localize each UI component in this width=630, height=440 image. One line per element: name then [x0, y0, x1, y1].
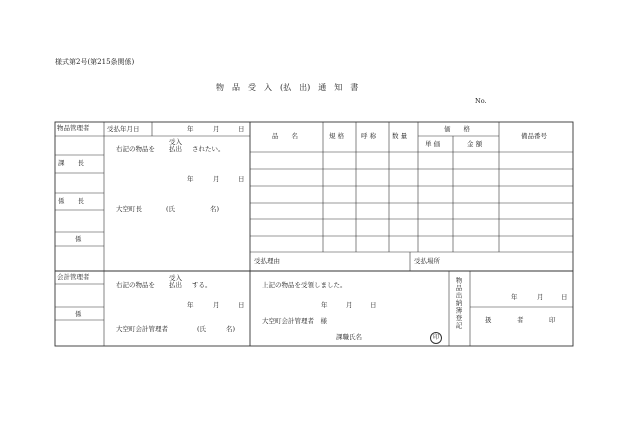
ledger-seal: 印	[549, 316, 556, 324]
request-name-open: (氏	[166, 205, 176, 213]
request-month: 月	[213, 175, 220, 183]
accounting-day: 日	[238, 301, 245, 309]
request-suffix: されたい。	[192, 145, 225, 153]
th-item-name: 品 名	[272, 132, 298, 140]
place-label: 受払場所	[414, 257, 440, 265]
form-code: 様式第2号(第215条関係)	[55, 58, 135, 66]
request-year: 年	[187, 175, 194, 183]
accounting-payout: 払出	[169, 281, 182, 289]
form-title: 物 品 受 入 (払 出) 通 知 書	[216, 83, 359, 92]
request-payout: 払出	[169, 145, 182, 153]
accounting-receive-payout	[169, 275, 182, 289]
th-quantity: 数 量	[392, 132, 408, 140]
section-chief-label: 課 長	[58, 159, 84, 167]
number-label: No.	[475, 97, 487, 105]
date-header-month: 月	[213, 125, 220, 133]
request-receive-payout	[169, 139, 182, 153]
accounting-year: 年	[187, 301, 194, 309]
accounting-prefix: 右記の物品を	[116, 281, 155, 289]
ledger-month: 月	[537, 293, 544, 301]
accounting-receive: 受入	[169, 274, 182, 282]
accounting-title: 大空町会計管理者	[116, 325, 168, 333]
th-unit-name: 呼 称	[361, 132, 377, 140]
th-spec: 規 格	[329, 132, 345, 140]
accounting-name-open: (氏	[197, 325, 207, 333]
date-header-year: 年	[187, 125, 194, 133]
request-name-close: 名)	[210, 205, 220, 213]
receipt-text: 上記の物品を受領しました。	[262, 281, 347, 289]
ledger-clerk: 扱	[485, 316, 492, 324]
ledger-label: 物品出納簿登記	[454, 277, 463, 330]
th-equipment-no: 備品番号	[521, 132, 547, 140]
accounting-manager-label: 会計管理者	[57, 273, 90, 281]
staff2-label: 係	[75, 310, 82, 318]
ledger-person: 者	[517, 316, 524, 324]
accounting-suffix: する。	[192, 281, 212, 289]
reason-label: 受払理由	[254, 257, 280, 265]
receipt-month: 月	[346, 301, 353, 309]
request-day: 日	[238, 175, 245, 183]
receipt-seal-icon: 印	[430, 332, 442, 344]
ledger-day: 日	[561, 293, 568, 301]
ledger-year: 年	[511, 293, 518, 301]
staff-label: 係	[75, 235, 82, 243]
receipt-day: 日	[370, 301, 377, 309]
receipt-signer: 課職氏名	[336, 333, 362, 341]
manager-label: 物品管理者	[57, 124, 90, 132]
date-header-day: 日	[238, 125, 245, 133]
th-price: 価 格	[444, 125, 470, 133]
accounting-name-close: 名)	[226, 325, 236, 333]
receipt-to: 大空町会計管理者 様	[262, 317, 327, 325]
request-mayor: 大空町長	[116, 205, 142, 213]
chief-label: 係 長	[58, 197, 84, 205]
request-prefix: 右記の物品を	[116, 145, 155, 153]
accounting-month: 月	[213, 301, 220, 309]
th-unit-price: 単 価	[425, 140, 441, 148]
th-amount: 金 額	[467, 140, 483, 148]
date-header-label: 受払年月日	[107, 125, 140, 133]
request-receive: 受入	[169, 138, 182, 146]
receipt-year: 年	[321, 301, 328, 309]
